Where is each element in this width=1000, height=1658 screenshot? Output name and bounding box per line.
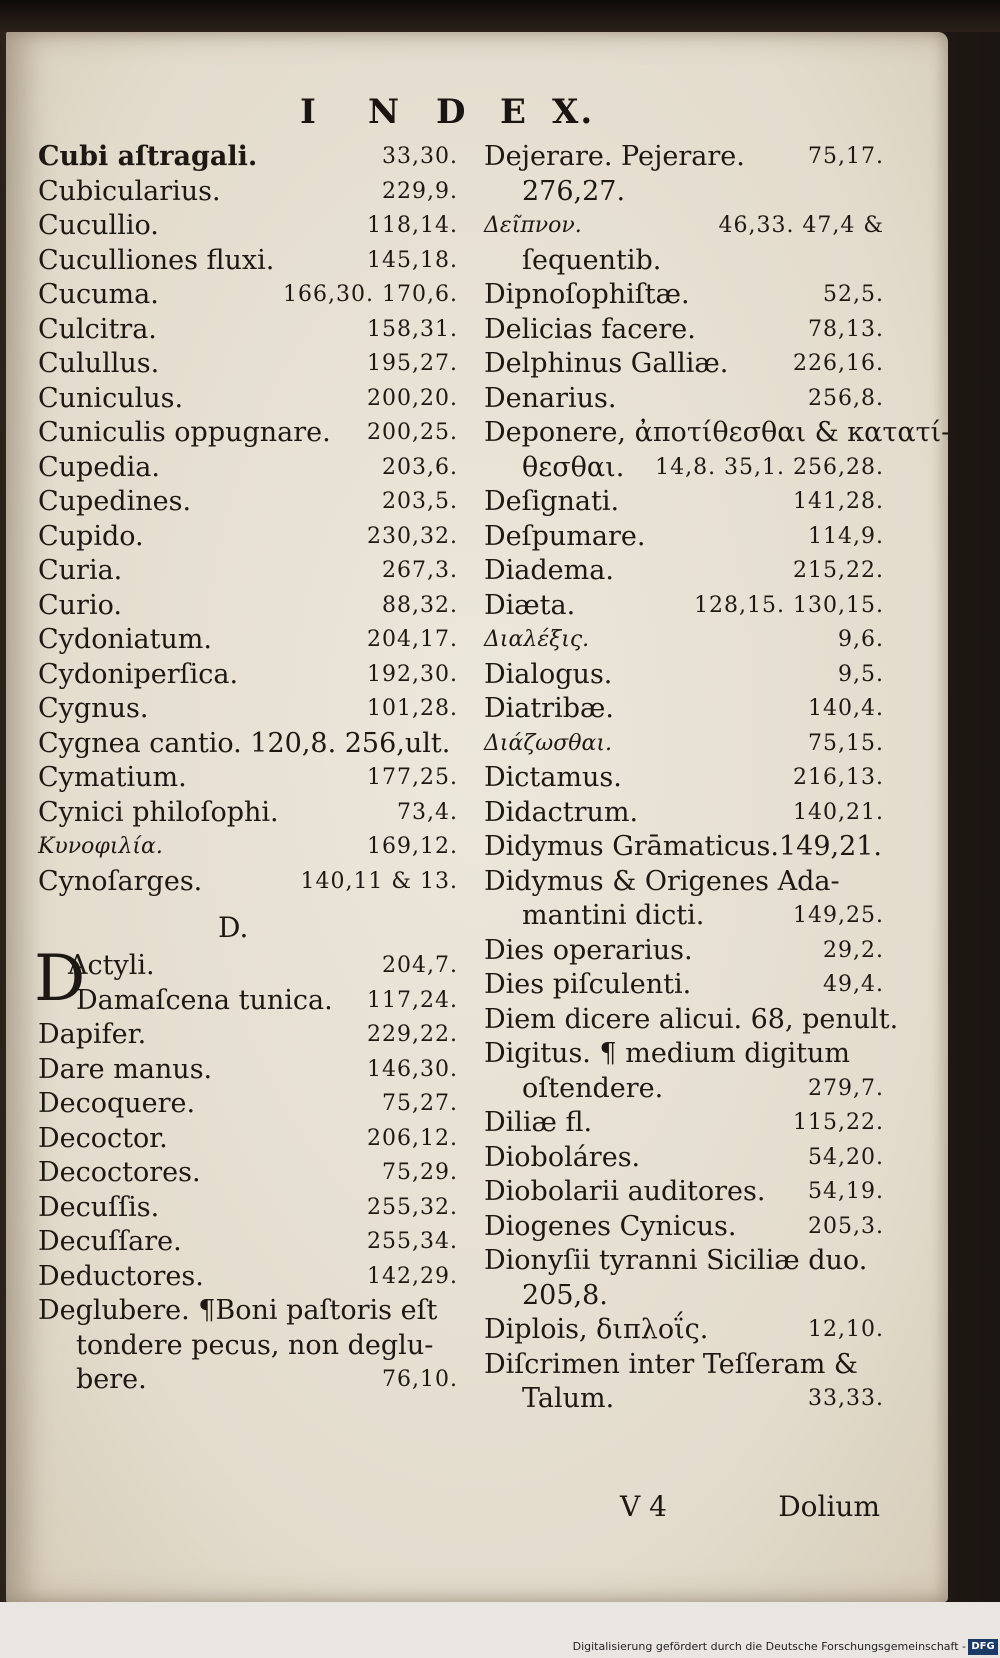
index-entry <box>38 175 458 210</box>
index-entry <box>38 520 458 555</box>
index-entry <box>484 244 884 279</box>
index-page-ref: 75,27. <box>382 1091 458 1116</box>
dfg-logo: DFG <box>968 1639 998 1655</box>
index-entry <box>484 1175 884 1210</box>
index-term: Deductores. <box>38 1260 204 1292</box>
index-term: Dejerare. Pejerare. <box>484 141 745 172</box>
index-page-ref: 230,32. <box>367 523 458 549</box>
index-term: Culcitra. <box>38 313 157 345</box>
index-page-ref: 255,32. <box>367 1194 458 1220</box>
header-letter: X. <box>552 92 595 132</box>
index-page-ref: 117,24. <box>367 987 458 1013</box>
index-term: Dies piſculenti. <box>484 969 692 1000</box>
index-page-ref: 75,17. <box>808 144 884 169</box>
index-entry <box>484 589 884 624</box>
index-entry <box>484 451 884 486</box>
index-page-ref: 12,10. <box>808 1317 884 1342</box>
index-entry <box>484 1244 884 1279</box>
index-entry <box>38 865 458 900</box>
index-page-ref: 215,22. <box>793 558 884 583</box>
index-page-ref: 141,28. <box>793 489 884 514</box>
index-entry <box>484 1072 884 1107</box>
index-term: Culullus. <box>38 348 160 379</box>
index-term: bere. <box>76 1364 147 1395</box>
index-page-ref: 226,16. <box>793 351 884 376</box>
index-page-ref: 75,29. <box>382 1160 458 1185</box>
index-page-ref: 229,22. <box>367 1022 458 1047</box>
index-page-ref: 256,8. <box>808 385 884 411</box>
index-entry <box>484 520 884 555</box>
index-page-ref: 204,17. <box>367 627 458 652</box>
index-term: Actyli. <box>68 950 155 981</box>
index-entry <box>484 899 884 934</box>
index-entry <box>38 313 458 348</box>
index-term: Κυνοφιλία. <box>38 834 163 859</box>
index-term: Curio. <box>38 589 122 621</box>
section-heading-d <box>38 899 458 949</box>
index-term: Cynici philoſophi. <box>38 796 279 828</box>
index-page-ref: 206,12. <box>367 1125 458 1151</box>
index-page-ref: 140,21. <box>793 799 884 825</box>
index-page-ref: 88,32. <box>382 592 458 618</box>
index-entry <box>38 1087 458 1122</box>
index-term: Cupedines. <box>38 486 192 517</box>
index-page-ref: 140,4. <box>808 696 884 721</box>
index-term: Diæta. <box>484 589 576 621</box>
index-page-ref: 177,25. <box>367 765 458 790</box>
index-entry <box>38 416 458 451</box>
index-entry <box>484 830 884 865</box>
index-entry <box>484 865 884 900</box>
index-entry <box>38 1260 458 1295</box>
index-entry <box>484 1279 884 1314</box>
index-entry <box>484 140 884 175</box>
index-page-ref: 203,6. <box>382 454 458 480</box>
index-entry <box>484 1037 884 1072</box>
index-page-ref: 267,3. <box>382 558 458 583</box>
index-term: Diſcrimen inter Teſſeram & <box>484 1348 858 1380</box>
index-page-ref: 192,30. <box>367 661 458 687</box>
index-entry <box>38 796 458 831</box>
catchword: Dolium <box>778 1490 880 1523</box>
index-term: tondere pecus, non deglu- <box>76 1329 434 1361</box>
index-term: Decuſſare. <box>38 1226 182 1257</box>
index-term: Decoquere. <box>38 1088 196 1119</box>
index-term: 205,8. <box>522 1279 608 1311</box>
index-page-ref: 14,8. 35,1. 256,28. <box>655 454 884 480</box>
index-entry <box>38 382 458 417</box>
book-top-edge <box>0 0 1000 32</box>
index-entry <box>38 140 458 175</box>
index-entry <box>484 1348 884 1383</box>
index-page-ref: 216,13. <box>793 765 884 790</box>
index-page-ref: 33,33. <box>808 1386 884 1411</box>
index-term: oſtendere. <box>522 1072 664 1104</box>
index-term: Decoctores. <box>38 1157 201 1188</box>
index-entry <box>38 1363 458 1398</box>
index-term: Cygnus. <box>38 693 149 724</box>
index-page-ref: 149,25. <box>793 903 884 928</box>
index-page-ref: 9,6. <box>838 627 884 652</box>
index-term: Decoctor. <box>38 1122 168 1154</box>
index-entry <box>38 1018 458 1053</box>
right-index-column <box>484 140 951 1417</box>
index-entry <box>484 761 884 796</box>
index-term: Cydoniperſica. <box>38 658 239 690</box>
index-entry <box>484 554 884 589</box>
index-entry <box>484 278 884 313</box>
header-letter: I <box>300 92 318 132</box>
index-term: Cygnea cantio. 120,8. 256,ult. <box>38 727 451 759</box>
index-term: Didymus Grāmaticus.149,21. <box>484 831 883 862</box>
index-term: Diadema. <box>484 555 614 586</box>
index-entry <box>484 1210 884 1245</box>
index-entry <box>38 1053 458 1088</box>
index-term: Digitus. ¶ medium digitum <box>484 1038 850 1069</box>
index-page-ref: 52,5. <box>823 282 884 307</box>
index-term: ſequentib. <box>522 244 662 276</box>
page-header-index <box>300 92 640 142</box>
index-page-ref: 203,5. <box>382 489 458 514</box>
index-entry <box>484 1106 884 1141</box>
index-entry <box>38 1294 458 1329</box>
index-page-ref: 195,27. <box>367 351 458 376</box>
index-entry <box>484 313 884 348</box>
index-entry <box>38 589 458 624</box>
index-term: Dioboláres. <box>484 1141 641 1173</box>
index-term: Delphinus Galliæ. <box>484 348 729 379</box>
index-entry <box>38 1329 458 1364</box>
drop-cap-d: D <box>34 942 86 1016</box>
index-page-ref: 33,30. <box>382 144 458 169</box>
index-term: Diplois, διπλοΐς. <box>484 1314 709 1345</box>
index-term: Cupido. <box>38 520 144 552</box>
index-entry <box>38 984 458 1019</box>
digitization-credit: Digitalisierung gefördert durch die Deutsche Forschungsgemeinschaft - <box>572 1640 966 1653</box>
index-term: Delicias facere. <box>484 313 696 345</box>
signature-mark: V 4 <box>620 1490 667 1523</box>
index-term: Damaſcena tunica. <box>76 984 333 1016</box>
index-entry <box>38 1156 458 1191</box>
index-page-ref: 54,19. <box>808 1179 884 1204</box>
index-entry <box>484 934 884 969</box>
index-term: Diem dicere alicui. 68, penult. <box>484 1003 899 1035</box>
index-term: Dionyſii tyranni Siciliæ duo. <box>484 1245 868 1276</box>
index-page-ref: 204,7. <box>382 953 458 978</box>
index-term: Cuniculis oppugnare. <box>38 417 331 448</box>
index-page-ref: 255,34. <box>367 1229 458 1254</box>
index-term: Cymatium. <box>38 762 187 793</box>
index-entry <box>484 1313 884 1348</box>
index-term: Diobolarii auditores. <box>484 1176 766 1207</box>
index-term: Cynoſarges. <box>38 865 203 897</box>
index-term: Cubi aſtragali. <box>38 141 258 172</box>
header-letter: D <box>436 92 468 132</box>
index-term: Denarius. <box>484 382 617 414</box>
index-entry <box>38 209 458 244</box>
index-term: Dictamus. <box>484 762 622 793</box>
index-page-ref: 128,15. 130,15. <box>694 592 884 618</box>
index-entry <box>38 451 458 486</box>
index-page-ref: 29,2. <box>823 937 884 963</box>
index-entry <box>484 209 884 244</box>
index-entry <box>484 1003 899 1038</box>
index-term: Dialogus. <box>484 658 613 690</box>
index-term: Deglubere. ¶Boni paſtoris eſt <box>38 1295 438 1326</box>
left-index-column <box>34 140 458 1398</box>
index-term: Cydoniatum. <box>38 624 212 655</box>
index-page-ref: 200,25. <box>367 420 458 445</box>
index-term: Cucullio. <box>38 210 159 241</box>
page-catchwords <box>620 1490 880 1530</box>
index-term: Dapifer. <box>38 1019 147 1050</box>
index-entry <box>484 416 951 451</box>
index-page-ref: 75,15. <box>808 730 884 756</box>
index-page-ref: 118,14. <box>367 213 458 238</box>
index-term: mantini dicti. <box>522 900 705 931</box>
index-page-ref: 115,22. <box>793 1110 884 1135</box>
index-entry <box>484 1382 884 1417</box>
index-page-ref: 169,12. <box>367 834 458 859</box>
index-entry <box>484 347 884 382</box>
index-entry <box>484 382 884 417</box>
index-term: Diatribæ. <box>484 693 615 724</box>
index-page-ref: 166,30. 170,6. <box>283 282 458 307</box>
index-term: 276,27. <box>522 175 626 207</box>
index-term: Δεῖπνον. <box>484 213 582 238</box>
index-term: Διάζωσθαι. <box>484 730 612 756</box>
index-entry <box>484 968 884 1003</box>
index-page-ref: 279,7. <box>808 1075 884 1101</box>
index-entry <box>38 1122 458 1157</box>
index-page-ref: 229,9. <box>382 178 458 204</box>
index-entry <box>38 485 458 520</box>
index-page-ref: 76,10. <box>382 1367 458 1392</box>
index-term: Cucuma. <box>38 279 159 310</box>
index-entry <box>484 623 884 658</box>
section-letter: D. <box>218 911 249 944</box>
index-entry <box>38 623 458 658</box>
header-letter: N <box>368 92 402 132</box>
index-page-ref: 49,4. <box>823 972 884 997</box>
index-page-ref: 145,18. <box>367 247 458 273</box>
index-page-ref: 46,33. 47,4 & <box>718 213 884 238</box>
index-page-ref: 140,11 & 13. <box>300 868 458 894</box>
index-page-ref: 158,31. <box>367 316 458 342</box>
index-term: Cuniculus. <box>38 382 184 414</box>
index-term: Cubicularius. <box>38 175 221 207</box>
index-term: Decuſſis. <box>38 1191 160 1223</box>
index-term: Didactrum. <box>484 796 639 828</box>
index-entry <box>38 692 458 727</box>
index-page-ref: 9,5. <box>838 661 884 687</box>
index-term: Curia. <box>38 555 123 586</box>
index-entry <box>38 1225 458 1260</box>
index-entry <box>484 658 884 693</box>
index-entry <box>484 796 884 831</box>
index-page-ref: 73,4. <box>397 799 458 825</box>
index-page-ref: 200,20. <box>367 385 458 411</box>
header-letter: E <box>500 92 528 132</box>
index-term: Cupedia. <box>38 451 160 483</box>
index-entry <box>38 347 458 382</box>
index-term: Talum. <box>522 1383 615 1414</box>
index-term: Deſignati. <box>484 486 620 517</box>
index-term: θεσθαι. <box>522 451 625 483</box>
index-entry <box>38 658 458 693</box>
index-page-ref: 205,3. <box>808 1213 884 1239</box>
index-page-ref: 114,9. <box>808 523 884 549</box>
index-entry <box>484 727 884 762</box>
index-entry <box>38 830 458 865</box>
index-entry <box>38 727 458 762</box>
index-term: Diliæ fl. <box>484 1107 593 1138</box>
index-term: Deponere, ἀποτίθεσθαι & κατατί- <box>484 417 951 448</box>
index-page-ref: 78,13. <box>808 316 884 342</box>
index-term: Διαλέξις. <box>484 627 590 652</box>
index-entry <box>38 244 458 279</box>
index-entry <box>38 1191 458 1226</box>
index-entry <box>484 1141 884 1176</box>
index-term: Dipnoſophiſtæ. <box>484 279 690 310</box>
index-term: Dare manus. <box>38 1053 213 1085</box>
index-entry <box>38 554 458 589</box>
index-page-ref: 142,29. <box>367 1263 458 1289</box>
index-term: Didymus & Origenes Ada- <box>484 865 840 897</box>
index-entry <box>38 761 458 796</box>
index-entry <box>38 278 458 313</box>
index-term: Deſpumare. <box>484 520 646 552</box>
index-page-ref: 146,30. <box>367 1056 458 1082</box>
index-term: Cuculliones fluxi. <box>38 244 275 276</box>
index-entry <box>484 175 884 210</box>
index-entry <box>484 692 884 727</box>
index-page-ref: 101,28. <box>367 696 458 721</box>
index-term: Diogenes Cynicus. <box>484 1210 737 1242</box>
index-term: Dies operarius. <box>484 934 693 966</box>
index-entry <box>484 485 884 520</box>
index-page-ref: 54,20. <box>808 1144 884 1170</box>
